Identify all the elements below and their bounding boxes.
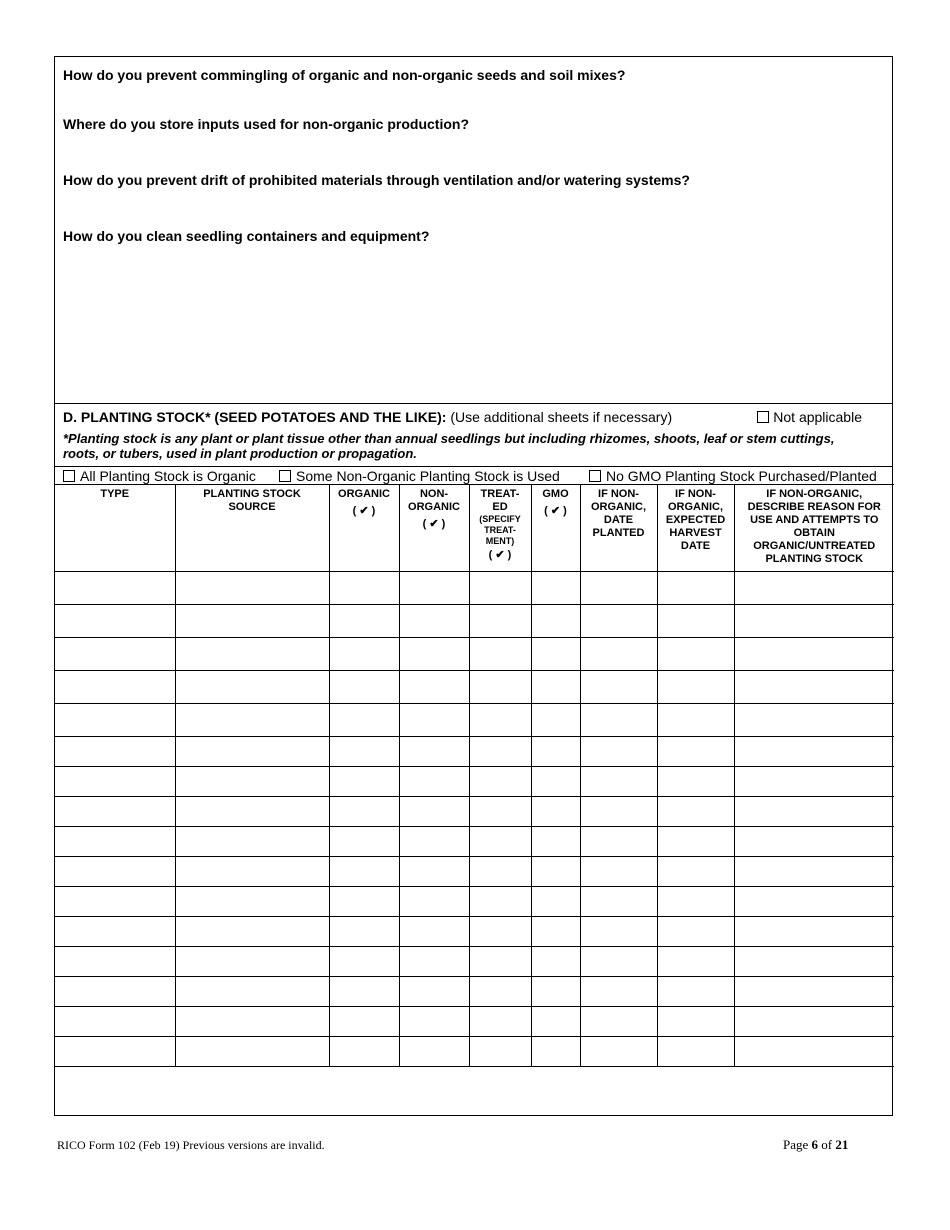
table-cell[interactable] — [469, 1007, 531, 1037]
table-cell[interactable] — [734, 1037, 894, 1067]
table-cell[interactable] — [657, 638, 734, 671]
table-cell[interactable] — [55, 1007, 175, 1037]
section-d-note: (Use additional sheets if necessary) — [450, 409, 673, 425]
table-cell[interactable] — [55, 887, 175, 917]
table-body — [55, 572, 894, 1067]
table-cell[interactable] — [175, 857, 329, 887]
table-cell[interactable] — [734, 737, 894, 767]
table-cell[interactable] — [580, 977, 657, 1007]
table-cell[interactable] — [531, 947, 580, 977]
planting-stock-table — [55, 484, 894, 1067]
table-cell[interactable] — [657, 704, 734, 737]
col-gmo: GMO ( ✔ ) — [531, 485, 580, 572]
table-cell[interactable] — [329, 797, 399, 827]
table-row — [55, 1037, 894, 1067]
table-cell[interactable] — [531, 797, 580, 827]
table-cell[interactable] — [734, 917, 894, 947]
table-cell[interactable] — [55, 572, 175, 605]
table-cell[interactable] — [657, 671, 734, 704]
table-cell[interactable] — [55, 671, 175, 704]
table-cell[interactable] — [399, 947, 469, 977]
table-cell[interactable] — [329, 737, 399, 767]
table-cell[interactable] — [580, 704, 657, 737]
table-cell[interactable] — [734, 767, 894, 797]
table-cell[interactable] — [531, 1007, 580, 1037]
table-cell[interactable] — [469, 857, 531, 887]
not-applicable-checkbox[interactable] — [757, 411, 769, 423]
table-row — [55, 977, 894, 1007]
table-cell[interactable] — [580, 671, 657, 704]
form-frame — [54, 56, 893, 1116]
table-header-row — [55, 485, 894, 572]
table-cell[interactable] — [469, 737, 531, 767]
table-cell[interactable] — [399, 887, 469, 917]
table-cell[interactable] — [469, 947, 531, 977]
table-cell[interactable] — [399, 767, 469, 797]
table-cell[interactable] — [55, 947, 175, 977]
table-cell[interactable] — [399, 917, 469, 947]
table-cell[interactable] — [531, 605, 580, 638]
table-cell[interactable] — [55, 857, 175, 887]
table-cell[interactable] — [657, 857, 734, 887]
section-d-heading: D. PLANTING STOCK* (SEED POTATOES AND THE LIKE): — [63, 409, 447, 425]
table-cell[interactable] — [55, 797, 175, 827]
table-cell[interactable] — [55, 737, 175, 767]
table-cell[interactable] — [657, 977, 734, 1007]
col-reason: IF NON-ORGANIC, DESCRIBE REASON FOR USE AND ATTEMPTS TO OBTAIN ORGANIC/UNTREATED PLANTING STOCK — [734, 485, 894, 572]
planting-stock-options — [55, 466, 892, 485]
table-cell[interactable] — [531, 917, 580, 947]
table-cell[interactable] — [657, 767, 734, 797]
table-cell[interactable] — [329, 1037, 399, 1067]
table-cell[interactable] — [329, 917, 399, 947]
check-mark-icon: ( ✔ ) — [544, 505, 567, 517]
table-cell[interactable] — [531, 572, 580, 605]
check-mark-icon: ( ✔ ) — [352, 505, 376, 517]
table-cell[interactable] — [580, 887, 657, 917]
option-no-gmo[interactable] — [589, 468, 877, 484]
col-source: PLANTING STOCK SOURCE — [175, 485, 329, 572]
table-cell[interactable] — [175, 671, 329, 704]
table-cell[interactable] — [175, 572, 329, 605]
col-harvest-date: IF NON- ORGANIC, EXPECTED HARVEST DATE — [657, 485, 734, 572]
table-cell[interactable] — [399, 737, 469, 767]
table-cell[interactable] — [175, 737, 329, 767]
table-cell[interactable] — [580, 767, 657, 797]
table-cell[interactable] — [175, 1037, 329, 1067]
table-cell[interactable] — [531, 887, 580, 917]
option-all-organic[interactable] — [63, 468, 256, 484]
table-row — [55, 797, 894, 827]
table-cell[interactable] — [469, 1037, 531, 1067]
table-cell[interactable] — [55, 917, 175, 947]
table-cell[interactable] — [657, 1037, 734, 1067]
table-cell[interactable] — [469, 671, 531, 704]
table-cell[interactable] — [469, 977, 531, 1007]
option-some-non-organic[interactable] — [279, 468, 560, 484]
table-cell[interactable] — [329, 638, 399, 671]
table-row — [55, 827, 894, 857]
question-commingling: How do you prevent commingling of organic and non-organic seeds and soil mixes? — [63, 67, 626, 83]
table-cell[interactable] — [399, 797, 469, 827]
table-cell[interactable] — [399, 827, 469, 857]
page-number: Page 6 of 21 — [783, 1137, 849, 1152]
table-cell[interactable] — [531, 1037, 580, 1067]
some-non-organic-label: Some Non-Organic Planting Stock is Used — [296, 468, 560, 484]
table-row — [55, 1007, 894, 1037]
table-cell[interactable] — [580, 572, 657, 605]
question-storage: Where do you store inputs used for non-organic production? — [63, 116, 469, 132]
table-cell[interactable] — [399, 572, 469, 605]
check-mark-icon: ( ✔ ) — [422, 518, 446, 530]
table-row — [55, 638, 894, 671]
table-row — [55, 572, 894, 605]
table-cell[interactable] — [531, 977, 580, 1007]
table-cell[interactable] — [580, 638, 657, 671]
question-cleaning: How do you clean seedling containers and equipment? — [63, 228, 430, 244]
table-cell[interactable] — [175, 605, 329, 638]
table-cell[interactable] — [734, 1007, 894, 1037]
table-cell[interactable] — [175, 638, 329, 671]
table-cell[interactable] — [657, 797, 734, 827]
table-cell[interactable] — [580, 797, 657, 827]
table-cell[interactable] — [469, 572, 531, 605]
all-organic-checkbox[interactable] — [63, 470, 75, 482]
table-cell[interactable] — [734, 827, 894, 857]
some-non-organic-checkbox[interactable] — [279, 470, 291, 482]
all-organic-label: All Planting Stock is Organic — [80, 468, 256, 484]
table-cell[interactable] — [734, 947, 894, 977]
col-non-organic: NON- ORGANIC ( ✔ ) — [399, 485, 469, 572]
planting-stock-definition: *Planting stock is any plant or plant tissue other than annual seedlings but including rhizomes, shoots, leaf or stem cuttings, roots, or tubers, used in plant production or propagation. — [63, 431, 835, 461]
table-cell[interactable] — [531, 767, 580, 797]
table-cell[interactable] — [55, 605, 175, 638]
table-cell[interactable] — [329, 572, 399, 605]
table-cell[interactable] — [734, 797, 894, 827]
table-cell[interactable] — [734, 887, 894, 917]
table-cell[interactable] — [329, 704, 399, 737]
table-cell[interactable] — [580, 1037, 657, 1067]
table-cell[interactable] — [531, 671, 580, 704]
table-cell[interactable] — [55, 977, 175, 1007]
not-applicable-label: Not applicable — [773, 409, 862, 425]
form-version: RICO Form 102 (Feb 19) Previous versions are invalid. — [57, 1138, 325, 1152]
table-cell[interactable] — [329, 887, 399, 917]
table-row — [55, 704, 894, 737]
table-cell[interactable] — [329, 671, 399, 704]
table-row — [55, 917, 894, 947]
table-cell[interactable] — [175, 767, 329, 797]
section-d-title — [63, 409, 672, 425]
table-cell[interactable] — [469, 704, 531, 737]
col-organic: ORGANIC ( ✔ ) — [329, 485, 399, 572]
col-type: TYPE — [55, 485, 175, 572]
table-cell[interactable] — [734, 605, 894, 638]
section-d — [55, 403, 892, 565]
table-cell[interactable] — [580, 917, 657, 947]
table-cell[interactable] — [531, 704, 580, 737]
table-cell[interactable] — [329, 947, 399, 977]
table-row — [55, 605, 894, 638]
table-row — [55, 857, 894, 887]
table-cell[interactable] — [55, 1037, 175, 1067]
table-cell[interactable] — [329, 977, 399, 1007]
table-cell[interactable] — [734, 977, 894, 1007]
table-cell[interactable] — [175, 887, 329, 917]
table-cell[interactable] — [657, 887, 734, 917]
table-cell[interactable] — [55, 827, 175, 857]
no-gmo-checkbox[interactable] — [589, 470, 601, 482]
table-cell[interactable] — [580, 827, 657, 857]
no-gmo-label: No GMO Planting Stock Purchased/Planted — [606, 468, 877, 484]
col-treated: TREAT- ED (SPECIFY TREAT- MENT) ( ✔ ) — [469, 485, 531, 572]
table-cell[interactable] — [734, 638, 894, 671]
table-cell[interactable] — [399, 605, 469, 638]
table-row — [55, 737, 894, 767]
table-cell[interactable] — [175, 827, 329, 857]
table-cell[interactable] — [734, 671, 894, 704]
table-cell[interactable] — [734, 704, 894, 737]
table-cell[interactable] — [657, 605, 734, 638]
table-cell[interactable] — [657, 737, 734, 767]
table-cell[interactable] — [657, 827, 734, 857]
table-cell[interactable] — [657, 572, 734, 605]
table-cell[interactable] — [55, 704, 175, 737]
table-cell[interactable] — [399, 638, 469, 671]
table-cell[interactable] — [531, 638, 580, 671]
table-cell[interactable] — [329, 767, 399, 797]
col-date-planted: IF NON- ORGANIC, DATE PLANTED — [580, 485, 657, 572]
table-cell[interactable] — [531, 827, 580, 857]
table-cell[interactable] — [175, 797, 329, 827]
table-cell[interactable] — [175, 917, 329, 947]
table-cell[interactable] — [399, 977, 469, 1007]
table-cell[interactable] — [580, 605, 657, 638]
table-cell[interactable] — [175, 977, 329, 1007]
table-cell[interactable] — [329, 1007, 399, 1037]
table-cell[interactable] — [469, 767, 531, 797]
table-cell[interactable] — [55, 767, 175, 797]
table-cell[interactable] — [469, 797, 531, 827]
table-cell[interactable] — [399, 1007, 469, 1037]
table-cell[interactable] — [469, 638, 531, 671]
table-cell[interactable] — [55, 638, 175, 671]
table-row — [55, 767, 894, 797]
table-cell[interactable] — [469, 605, 531, 638]
table-cell[interactable] — [175, 1007, 329, 1037]
table-cell[interactable] — [657, 917, 734, 947]
table-cell[interactable] — [329, 827, 399, 857]
table-cell[interactable] — [469, 917, 531, 947]
table-row — [55, 671, 894, 704]
table-cell[interactable] — [531, 737, 580, 767]
table-cell[interactable] — [175, 947, 329, 977]
not-applicable-option[interactable] — [757, 409, 862, 425]
check-mark-icon: ( ✔ ) — [488, 549, 512, 561]
table-cell[interactable] — [580, 947, 657, 977]
table-cell[interactable] — [580, 737, 657, 767]
table-cell[interactable] — [399, 671, 469, 704]
table-cell[interactable] — [399, 704, 469, 737]
table-cell[interactable] — [734, 857, 894, 887]
table-cell[interactable] — [399, 1037, 469, 1067]
table-cell[interactable] — [175, 704, 329, 737]
table-row — [55, 887, 894, 917]
table-cell[interactable] — [531, 857, 580, 887]
table-cell[interactable] — [469, 827, 531, 857]
table-cell[interactable] — [734, 572, 894, 605]
table-cell[interactable] — [657, 947, 734, 977]
table-cell[interactable] — [657, 1007, 734, 1037]
table-row — [55, 947, 894, 977]
table-cell[interactable] — [329, 857, 399, 887]
table-cell[interactable] — [580, 1007, 657, 1037]
table-cell[interactable] — [580, 857, 657, 887]
table-cell[interactable] — [329, 605, 399, 638]
question-drift: How do you prevent drift of prohibited materials through ventilation and/or watering systems? — [63, 172, 690, 188]
table-cell[interactable] — [469, 887, 531, 917]
table-cell[interactable] — [399, 857, 469, 887]
